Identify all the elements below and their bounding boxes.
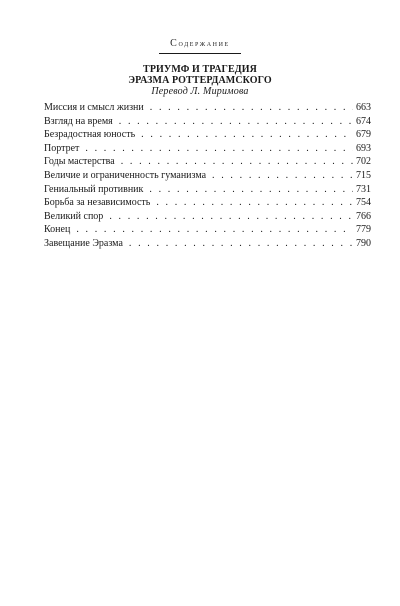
toc-entry-page: 702 <box>356 156 371 168</box>
toc-dot-leader <box>156 196 353 210</box>
toc-entry <box>44 223 371 237</box>
toc-entry-page: 693 <box>356 142 371 154</box>
toc-dot-leader <box>129 237 353 251</box>
toc-dot-leader <box>141 128 353 142</box>
toc-entry-title: Завещание Эразма <box>44 237 123 249</box>
toc-entry <box>44 101 371 115</box>
toc-entry-page: 731 <box>356 183 371 195</box>
toc-entry-title: Конец <box>44 224 71 236</box>
toc-entry-title: Взгляд на время <box>44 115 113 127</box>
toc-entry <box>44 142 371 156</box>
running-head-initial: С <box>170 38 179 49</box>
toc-entry <box>44 210 371 224</box>
toc-entry-page: 679 <box>356 129 371 141</box>
toc-dot-leader <box>149 183 353 197</box>
table-of-contents <box>44 101 371 251</box>
toc-dot-leader <box>212 169 353 183</box>
toc-entry <box>44 183 371 197</box>
toc-entry <box>44 169 371 183</box>
toc-entry-title: Великий спор <box>44 210 104 222</box>
toc-entry-page: 790 <box>356 237 371 249</box>
toc-entry <box>44 128 371 142</box>
running-head-text: одержание <box>178 38 230 48</box>
running-head-rule <box>159 53 241 54</box>
toc-entry-page: 663 <box>356 102 371 113</box>
toc-entry-title: Гениальный противник <box>44 183 144 195</box>
toc-entry-page: 715 <box>356 169 371 181</box>
translator-credit: Перевод Л. Миримова <box>151 86 249 97</box>
work-title-line-2: ЭРАЗМА РОТТЕРДАМСКОГО <box>128 75 272 86</box>
work-title-line-1: ТРИУМФ И ТРАГЕДИЯ <box>143 64 257 75</box>
toc-entry-title: Борьба за независимость <box>44 197 151 209</box>
toc-entry <box>44 237 371 251</box>
toc-entry-title: Величие и ограниченность гуманизма <box>44 169 207 181</box>
running-head <box>0 38 400 49</box>
toc-dot-leader <box>76 223 353 237</box>
toc-entry-page: 766 <box>356 210 371 222</box>
toc-dot-leader <box>85 142 353 156</box>
toc-entry-title: Портрет <box>44 142 80 154</box>
toc-entry <box>44 115 371 129</box>
toc-dot-leader <box>109 210 353 224</box>
toc-dot-leader <box>119 115 353 129</box>
work-title <box>0 64 400 86</box>
toc-entry <box>44 196 371 210</box>
toc-dot-leader <box>150 101 353 115</box>
toc-entry-page: 674 <box>356 115 371 127</box>
toc-entry-page: 754 <box>356 197 371 209</box>
toc-entry-title: Безрадостная юность <box>44 129 136 141</box>
toc-entry <box>44 155 371 169</box>
toc-entry-title: Годы мастерства <box>44 156 115 168</box>
toc-entry-page: 779 <box>356 224 371 236</box>
toc-dot-leader <box>121 155 353 169</box>
toc-entry-title: Миссия и смысл жизни <box>44 102 144 113</box>
